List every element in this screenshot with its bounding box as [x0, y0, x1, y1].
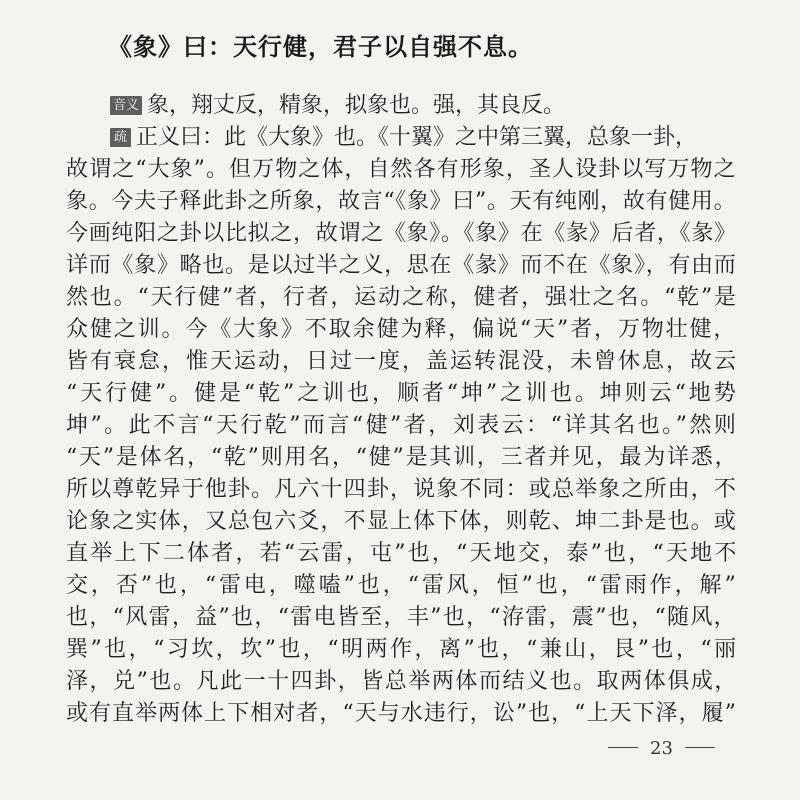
shu-line: 故谓之“大象”。但万物之体，自然各有形象，圣人设卦以写万物之 — [66, 157, 737, 182]
shu-line: 也，“风雷，益”也，“雷电皆至，丰”也，“洊雷，震”也，“随风， — [66, 605, 737, 630]
shu-line: 论象之实体，又总包六爻，不显上体下体，则乾、坤二卦是也。或 — [66, 509, 738, 534]
heading-xiang-quote: 《象》曰：天行健，君子以自强不息。 — [108, 33, 533, 61]
shu-line: “天行健”。健是“乾”之训也，顺者“坤”之训也。坤则云“地势 — [66, 381, 739, 406]
shu-line: “天”是体名，“乾”则用名，“健”是其训，三者并见，最为详悉， — [66, 445, 739, 470]
shu-line: 所以尊乾异于他卦。凡六十四卦，说象不同：或总举象之所由，不 — [66, 477, 738, 502]
yinyi-tag: 音义 — [110, 96, 142, 115]
shu-line: 或有直举两体上下相对者，“天与水违行，讼”也，“上天下泽，履” — [66, 701, 737, 726]
shu-tag: 疏 — [110, 128, 131, 147]
page-number-dash-right — [685, 747, 715, 748]
shu-line: 交，否”也，“雷电，噬嗑”也，“雷风，恒”也，“雷雨作，解” — [66, 573, 739, 598]
page-number: 23 — [650, 738, 673, 759]
shu-line: 众健之训。今《大象》不取余健为释，偏说“天”者，万物壮健， — [66, 317, 738, 342]
shu-line: 直举上下二体者，若“云雷，屯”也，“天地交，泰”也，“天地不 — [66, 541, 739, 566]
yinyi-paragraph — [110, 91, 565, 121]
yinyi-text: 象，翔丈反，精象，拟象也。强，其良反。 — [147, 93, 566, 118]
shu-line-first — [110, 123, 697, 153]
shu-line: 象。今夫子释此卦之所象，故言“《象》曰”。天有纯刚，故有健用。 — [66, 189, 737, 214]
shu-line: 坤”。此不言“天行乾”而言“健”者，刘表云：“详其名也。”然则 — [66, 413, 739, 438]
shu-line: 泽，兑”也。凡此一十四卦，皆总举两体而结义也。取两体俱成， — [66, 669, 738, 694]
shu-line: 今画纯阳之卦以比拟之，故谓之《象》。《象》在《彖》后者，《彖》 — [66, 221, 737, 246]
page-number-footer — [596, 738, 727, 759]
shu-line: 皆有衰怠，惟天运动，日过一度，盖运转混没，未曾休息，故云 — [66, 349, 739, 374]
shu-line: 巽”也，“习坎，坎”也，“明两作，离”也，“兼山，艮”也，“丽 — [66, 637, 739, 662]
shu-line: 详而《象》略也。是以过半之义，思在《彖》而不在《象》，有由而 — [66, 253, 737, 278]
shu-line: 然也。“天行健”者，行者，运动之称，健者，强壮之名。“乾”是 — [66, 285, 738, 310]
page-number-dash-left — [608, 747, 638, 748]
shu-line: 正义曰：此《大象》也。《十翼》之中第三翼，总象一卦， — [136, 125, 698, 150]
